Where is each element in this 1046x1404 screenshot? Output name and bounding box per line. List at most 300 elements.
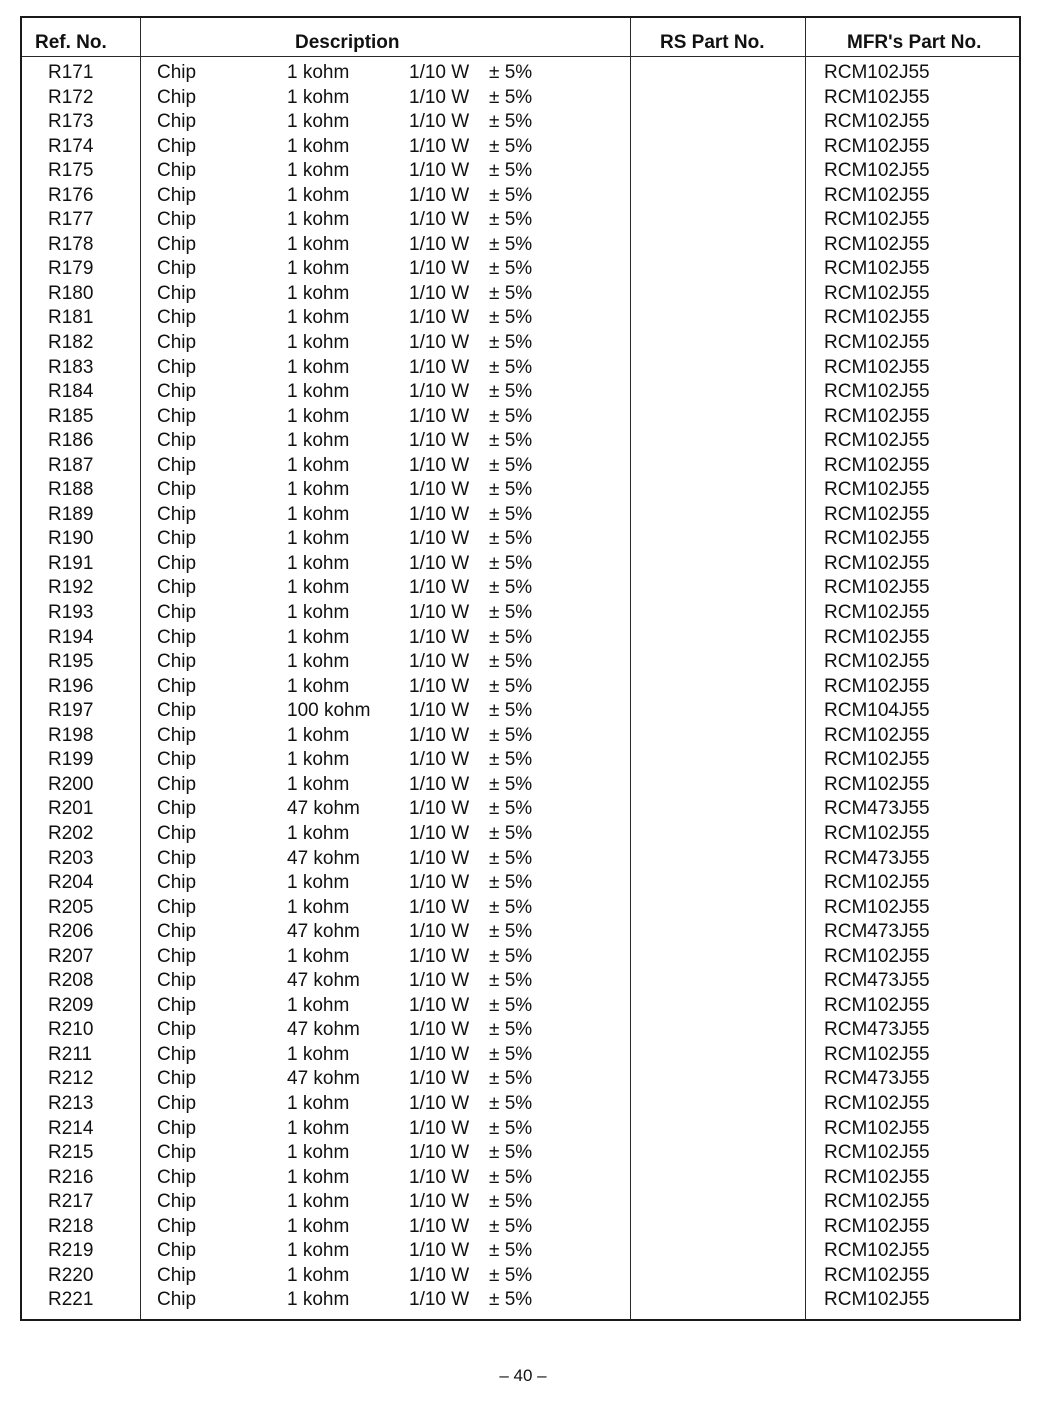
mfr-part-cell: RCM102J55: [824, 945, 930, 967]
ref-no-cell: R207: [48, 945, 94, 967]
ref-no-cell: R218: [48, 1215, 94, 1237]
ref-no-cell: R209: [48, 994, 94, 1016]
mfr-part-cell: RCM104J55: [824, 700, 930, 722]
mfr-part-cell: RCM102J55: [824, 749, 930, 771]
resistance-cell: 1 kohm: [287, 332, 350, 354]
table-row: [22, 748, 1019, 773]
tolerance-cell: ± 5%: [489, 798, 533, 820]
mfr-part-cell: RCM102J55: [824, 1191, 930, 1213]
mfr-part-cell: RCM102J55: [824, 872, 930, 894]
ref-no-cell: R220: [48, 1264, 94, 1286]
tolerance-cell: ± 5%: [489, 258, 533, 280]
tolerance-cell: ± 5%: [489, 184, 533, 206]
mfr-part-cell: RCM102J55: [824, 258, 930, 280]
table-row: [22, 454, 1019, 479]
type-cell: Chip: [157, 282, 197, 304]
mfr-part-cell: RCM473J55: [824, 970, 930, 992]
wattage-cell: 1/10 W: [409, 1068, 470, 1090]
type-cell: Chip: [157, 454, 197, 476]
resistance-cell: 1 kohm: [287, 945, 350, 967]
resistance-cell: 47 kohm: [287, 1019, 360, 1041]
ref-no-cell: R184: [48, 381, 94, 403]
table-row: [22, 282, 1019, 307]
resistance-cell: 1 kohm: [287, 872, 350, 894]
type-cell: Chip: [157, 528, 197, 550]
tolerance-cell: ± 5%: [489, 872, 533, 894]
wattage-cell: 1/10 W: [409, 896, 470, 918]
resistance-cell: 1 kohm: [287, 258, 350, 280]
resistance-cell: 1 kohm: [287, 749, 350, 771]
mfr-part-cell: RCM102J55: [824, 282, 930, 304]
type-cell: Chip: [157, 1068, 197, 1090]
ref-no-cell: R175: [48, 160, 94, 182]
mfr-part-cell: RCM102J55: [824, 822, 930, 844]
resistance-cell: 1 kohm: [287, 822, 350, 844]
wattage-cell: 1/10 W: [409, 822, 470, 844]
wattage-cell: 1/10 W: [409, 970, 470, 992]
ref-no-cell: R180: [48, 282, 94, 304]
tolerance-cell: ± 5%: [489, 700, 533, 722]
wattage-cell: 1/10 W: [409, 1142, 470, 1164]
mfr-part-cell: RCM102J55: [824, 405, 930, 427]
type-cell: Chip: [157, 1117, 197, 1139]
type-cell: Chip: [157, 1264, 197, 1286]
table-row: [22, 257, 1019, 282]
ref-no-cell: R185: [48, 405, 94, 427]
ref-no-cell: R181: [48, 307, 94, 329]
wattage-cell: 1/10 W: [409, 945, 470, 967]
mfr-part-cell: RCM102J55: [824, 626, 930, 648]
wattage-cell: 1/10 W: [409, 700, 470, 722]
ref-no-cell: R176: [48, 184, 94, 206]
tolerance-cell: ± 5%: [489, 86, 533, 108]
wattage-cell: 1/10 W: [409, 577, 470, 599]
mfr-part-cell: RCM473J55: [824, 921, 930, 943]
table-row: [22, 896, 1019, 921]
wattage-cell: 1/10 W: [409, 332, 470, 354]
mfr-part-cell: RCM102J55: [824, 135, 930, 157]
wattage-cell: 1/10 W: [409, 847, 470, 869]
table-row: [22, 1239, 1019, 1264]
wattage-cell: 1/10 W: [409, 1166, 470, 1188]
tolerance-cell: ± 5%: [489, 994, 533, 1016]
resistance-cell: 1 kohm: [287, 454, 350, 476]
resistance-cell: 1 kohm: [287, 62, 350, 83]
type-cell: Chip: [157, 332, 197, 354]
table-row: [22, 306, 1019, 331]
table-row: [22, 601, 1019, 626]
resistance-cell: 1 kohm: [287, 479, 350, 501]
ref-no-cell: R213: [48, 1092, 94, 1114]
table-row: [22, 208, 1019, 233]
wattage-cell: 1/10 W: [409, 1191, 470, 1213]
tolerance-cell: ± 5%: [489, 1215, 533, 1237]
wattage-cell: 1/10 W: [409, 430, 470, 452]
table-row: [22, 552, 1019, 577]
mfr-part-cell: RCM102J55: [824, 86, 930, 108]
ref-no-cell: R199: [48, 749, 94, 771]
table-row: [22, 1018, 1019, 1043]
wattage-cell: 1/10 W: [409, 479, 470, 501]
mfr-part-cell: RCM102J55: [824, 1289, 930, 1311]
mfr-part-cell: RCM102J55: [824, 773, 930, 795]
table-row: [22, 86, 1019, 111]
tolerance-cell: ± 5%: [489, 724, 533, 746]
mfr-part-cell: RCM102J55: [824, 62, 930, 83]
mfr-part-cell: RCM102J55: [824, 552, 930, 574]
mfr-part-cell: RCM102J55: [824, 430, 930, 452]
resistance-cell: 1 kohm: [287, 86, 350, 108]
table-row: [22, 822, 1019, 847]
wattage-cell: 1/10 W: [409, 724, 470, 746]
type-cell: Chip: [157, 62, 197, 83]
wattage-cell: 1/10 W: [409, 356, 470, 378]
wattage-cell: 1/10 W: [409, 503, 470, 525]
tolerance-cell: ± 5%: [489, 356, 533, 378]
wattage-cell: 1/10 W: [409, 872, 470, 894]
table-row: [22, 61, 1019, 86]
table-row: [22, 405, 1019, 430]
ref-no-cell: R197: [48, 700, 94, 722]
table-row: [22, 135, 1019, 160]
resistance-cell: 100 kohm: [287, 700, 371, 722]
resistance-cell: 47 kohm: [287, 798, 360, 820]
resistance-cell: 1 kohm: [287, 602, 350, 624]
table-row: [22, 650, 1019, 675]
type-cell: Chip: [157, 184, 197, 206]
wattage-cell: 1/10 W: [409, 209, 470, 231]
table-row: [22, 1288, 1019, 1313]
table-row: [22, 699, 1019, 724]
table-row: [22, 920, 1019, 945]
table-row: [22, 724, 1019, 749]
tolerance-cell: ± 5%: [489, 381, 533, 403]
table-row: [22, 871, 1019, 896]
ref-no-cell: R201: [48, 798, 94, 820]
ref-no-cell: R194: [48, 626, 94, 648]
header-description: Description: [295, 32, 400, 53]
mfr-part-cell: RCM102J55: [824, 356, 930, 378]
resistance-cell: 47 kohm: [287, 921, 360, 943]
type-cell: Chip: [157, 430, 197, 452]
tolerance-cell: ± 5%: [489, 430, 533, 452]
tolerance-cell: ± 5%: [489, 945, 533, 967]
ref-no-cell: R221: [48, 1289, 94, 1311]
tolerance-cell: ± 5%: [489, 651, 533, 673]
header-ref-no: Ref. No.: [35, 32, 107, 53]
ref-no-cell: R173: [48, 111, 94, 133]
wattage-cell: 1/10 W: [409, 282, 470, 304]
type-cell: Chip: [157, 1092, 197, 1114]
table-row: [22, 1190, 1019, 1215]
parts-list-table: [20, 16, 1021, 1321]
tolerance-cell: ± 5%: [489, 675, 533, 697]
mfr-part-cell: RCM102J55: [824, 503, 930, 525]
type-cell: Chip: [157, 847, 197, 869]
tolerance-cell: ± 5%: [489, 528, 533, 550]
mfr-part-cell: RCM102J55: [824, 1240, 930, 1262]
tolerance-cell: ± 5%: [489, 626, 533, 648]
tolerance-cell: ± 5%: [489, 970, 533, 992]
table-row: [22, 1215, 1019, 1240]
resistance-cell: 1 kohm: [287, 1240, 350, 1262]
tolerance-cell: ± 5%: [489, 773, 533, 795]
tolerance-cell: ± 5%: [489, 209, 533, 231]
tolerance-cell: ± 5%: [489, 896, 533, 918]
tolerance-cell: ± 5%: [489, 1043, 533, 1065]
resistance-cell: 1 kohm: [287, 307, 350, 329]
type-cell: Chip: [157, 749, 197, 771]
mfr-part-cell: RCM473J55: [824, 1019, 930, 1041]
resistance-cell: 1 kohm: [287, 552, 350, 574]
resistance-cell: 1 kohm: [287, 1092, 350, 1114]
resistance-cell: 1 kohm: [287, 135, 350, 157]
ref-no-cell: R179: [48, 258, 94, 280]
resistance-cell: 47 kohm: [287, 970, 360, 992]
type-cell: Chip: [157, 675, 197, 697]
tolerance-cell: ± 5%: [489, 282, 533, 304]
mfr-part-cell: RCM102J55: [824, 454, 930, 476]
mfr-part-cell: RCM102J55: [824, 528, 930, 550]
type-cell: Chip: [157, 1043, 197, 1065]
resistance-cell: 1 kohm: [287, 1142, 350, 1164]
mfr-part-cell: RCM102J55: [824, 896, 930, 918]
type-cell: Chip: [157, 1240, 197, 1262]
tolerance-cell: ± 5%: [489, 1240, 533, 1262]
table-row: [22, 184, 1019, 209]
table-row: [22, 1264, 1019, 1289]
resistance-cell: 1 kohm: [287, 528, 350, 550]
ref-no-cell: R188: [48, 479, 94, 501]
wattage-cell: 1/10 W: [409, 1092, 470, 1114]
table-row: [22, 233, 1019, 258]
resistance-cell: 47 kohm: [287, 1068, 360, 1090]
ref-no-cell: R200: [48, 773, 94, 795]
wattage-cell: 1/10 W: [409, 1043, 470, 1065]
tolerance-cell: ± 5%: [489, 602, 533, 624]
table-row: [22, 478, 1019, 503]
table-row: [22, 1043, 1019, 1068]
wattage-cell: 1/10 W: [409, 62, 470, 83]
type-cell: Chip: [157, 602, 197, 624]
resistance-cell: 1 kohm: [287, 1289, 350, 1311]
header-mfr-part-no: MFR's Part No.: [847, 32, 982, 53]
ref-no-cell: R193: [48, 602, 94, 624]
mfr-part-cell: RCM102J55: [824, 184, 930, 206]
tolerance-cell: ± 5%: [489, 454, 533, 476]
resistance-cell: 1 kohm: [287, 773, 350, 795]
mfr-part-cell: RCM473J55: [824, 1068, 930, 1090]
ref-no-cell: R174: [48, 135, 94, 157]
ref-no-cell: R211: [48, 1043, 93, 1065]
type-cell: Chip: [157, 307, 197, 329]
table-row: [22, 503, 1019, 528]
type-cell: Chip: [157, 111, 197, 133]
tolerance-cell: ± 5%: [489, 749, 533, 771]
resistance-cell: 1 kohm: [287, 577, 350, 599]
type-cell: Chip: [157, 1289, 197, 1311]
ref-no-cell: R187: [48, 454, 94, 476]
type-cell: Chip: [157, 135, 197, 157]
tolerance-cell: ± 5%: [489, 577, 533, 599]
wattage-cell: 1/10 W: [409, 773, 470, 795]
type-cell: Chip: [157, 233, 197, 255]
ref-no-cell: R196: [48, 675, 94, 697]
table-row: [22, 969, 1019, 994]
type-cell: Chip: [157, 209, 197, 231]
resistance-cell: 1 kohm: [287, 1043, 350, 1065]
tolerance-cell: ± 5%: [489, 1068, 533, 1090]
type-cell: Chip: [157, 994, 197, 1016]
table-row: [22, 331, 1019, 356]
mfr-part-cell: RCM102J55: [824, 1142, 930, 1164]
wattage-cell: 1/10 W: [409, 675, 470, 697]
type-cell: Chip: [157, 356, 197, 378]
mfr-part-cell: RCM102J55: [824, 332, 930, 354]
resistance-cell: 1 kohm: [287, 1215, 350, 1237]
ref-no-cell: R206: [48, 921, 94, 943]
resistance-cell: 1 kohm: [287, 160, 350, 182]
wattage-cell: 1/10 W: [409, 381, 470, 403]
wattage-cell: 1/10 W: [409, 1019, 470, 1041]
resistance-cell: 1 kohm: [287, 1166, 350, 1188]
mfr-part-cell: RCM102J55: [824, 1117, 930, 1139]
resistance-cell: 1 kohm: [287, 626, 350, 648]
tolerance-cell: ± 5%: [489, 1264, 533, 1286]
ref-no-cell: R183: [48, 356, 94, 378]
table-row: [22, 847, 1019, 872]
ref-no-cell: R189: [48, 503, 94, 525]
table-row: [22, 945, 1019, 970]
page-number: – 40 –: [499, 1366, 547, 1385]
ref-no-cell: R191: [48, 552, 94, 574]
type-cell: Chip: [157, 700, 197, 722]
wattage-cell: 1/10 W: [409, 1240, 470, 1262]
type-cell: Chip: [157, 86, 197, 108]
mfr-part-cell: RCM102J55: [824, 1092, 930, 1114]
table-row: [22, 356, 1019, 381]
mfr-part-cell: RCM102J55: [824, 160, 930, 182]
wattage-cell: 1/10 W: [409, 651, 470, 673]
type-cell: Chip: [157, 258, 197, 280]
resistance-cell: 1 kohm: [287, 896, 350, 918]
wattage-cell: 1/10 W: [409, 798, 470, 820]
tolerance-cell: ± 5%: [489, 921, 533, 943]
ref-no-cell: R214: [48, 1117, 94, 1139]
wattage-cell: 1/10 W: [409, 626, 470, 648]
tolerance-cell: ± 5%: [489, 111, 533, 133]
mfr-part-cell: RCM102J55: [824, 1264, 930, 1286]
wattage-cell: 1/10 W: [409, 184, 470, 206]
type-cell: Chip: [157, 872, 197, 894]
wattage-cell: 1/10 W: [409, 602, 470, 624]
ref-no-cell: R172: [48, 86, 94, 108]
table-body: [22, 61, 1019, 1313]
mfr-part-cell: RCM102J55: [824, 577, 930, 599]
tolerance-cell: ± 5%: [489, 847, 533, 869]
ref-no-cell: R192: [48, 577, 94, 599]
table-row: [22, 994, 1019, 1019]
type-cell: Chip: [157, 1142, 197, 1164]
resistance-cell: 1 kohm: [287, 381, 350, 403]
mfr-part-cell: RCM102J55: [824, 1166, 930, 1188]
ref-no-cell: R210: [48, 1019, 94, 1041]
ref-no-cell: R205: [48, 896, 94, 918]
wattage-cell: 1/10 W: [409, 1264, 470, 1286]
tolerance-cell: ± 5%: [489, 233, 533, 255]
type-cell: Chip: [157, 724, 197, 746]
mfr-part-cell: RCM102J55: [824, 1215, 930, 1237]
tolerance-cell: ± 5%: [489, 405, 533, 427]
mfr-part-cell: RCM102J55: [824, 1043, 930, 1065]
mfr-part-cell: RCM102J55: [824, 381, 930, 403]
ref-no-cell: R219: [48, 1240, 94, 1262]
type-cell: Chip: [157, 651, 197, 673]
table-row: [22, 576, 1019, 601]
resistance-cell: 1 kohm: [287, 1191, 350, 1213]
tolerance-cell: ± 5%: [489, 1289, 533, 1311]
type-cell: Chip: [157, 896, 197, 918]
type-cell: Chip: [157, 822, 197, 844]
tolerance-cell: ± 5%: [489, 1142, 533, 1164]
table-row: [22, 675, 1019, 700]
table-row: [22, 1166, 1019, 1191]
resistance-cell: 1 kohm: [287, 1264, 350, 1286]
wattage-cell: 1/10 W: [409, 1289, 470, 1311]
resistance-cell: 1 kohm: [287, 430, 350, 452]
tolerance-cell: ± 5%: [489, 1019, 533, 1041]
tolerance-cell: ± 5%: [489, 479, 533, 501]
resistance-cell: 1 kohm: [287, 209, 350, 231]
table-row: [22, 159, 1019, 184]
header-rs-part-no: RS Part No.: [660, 32, 765, 53]
tolerance-cell: ± 5%: [489, 62, 533, 83]
ref-no-cell: R203: [48, 847, 94, 869]
ref-no-cell: R217: [48, 1191, 94, 1213]
wattage-cell: 1/10 W: [409, 111, 470, 133]
mfr-part-cell: RCM102J55: [824, 111, 930, 133]
type-cell: Chip: [157, 577, 197, 599]
ref-no-cell: R202: [48, 822, 94, 844]
mfr-part-cell: RCM102J55: [824, 675, 930, 697]
table-row: [22, 626, 1019, 651]
table-row: [22, 1067, 1019, 1092]
table-row: [22, 527, 1019, 552]
type-cell: Chip: [157, 503, 197, 525]
tolerance-cell: ± 5%: [489, 1117, 533, 1139]
ref-no-cell: R216: [48, 1166, 94, 1188]
mfr-part-cell: RCM473J55: [824, 847, 930, 869]
tolerance-cell: ± 5%: [489, 135, 533, 157]
ref-no-cell: R171: [48, 62, 94, 83]
resistance-cell: 1 kohm: [287, 651, 350, 673]
table-row: [22, 429, 1019, 454]
table-row: [22, 1141, 1019, 1166]
type-cell: Chip: [157, 160, 197, 182]
resistance-cell: 47 kohm: [287, 847, 360, 869]
type-cell: Chip: [157, 552, 197, 574]
ref-no-cell: R190: [48, 528, 94, 550]
resistance-cell: 1 kohm: [287, 282, 350, 304]
type-cell: Chip: [157, 1191, 197, 1213]
wattage-cell: 1/10 W: [409, 135, 470, 157]
tolerance-cell: ± 5%: [489, 1092, 533, 1114]
mfr-part-cell: RCM102J55: [824, 651, 930, 673]
mfr-part-cell: RCM102J55: [824, 233, 930, 255]
resistance-cell: 1 kohm: [287, 356, 350, 378]
table-row: [22, 380, 1019, 405]
tolerance-cell: ± 5%: [489, 822, 533, 844]
